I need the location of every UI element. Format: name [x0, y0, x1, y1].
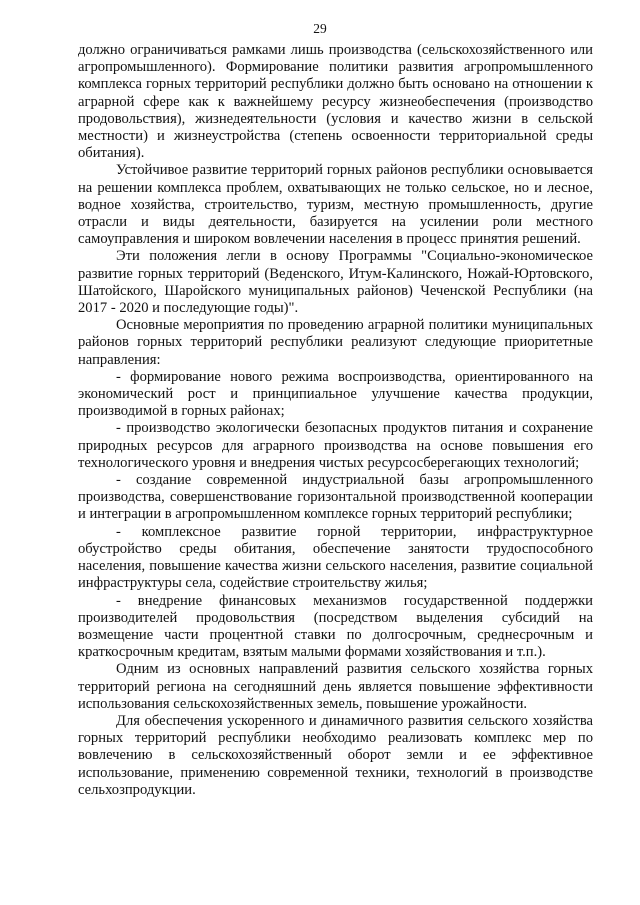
paragraph-5: Одним из основных направлений развития сельского хозяйства горных территорий региона на сегодняшний день является повышение эффективности использования сельскохозяйственных земель, повышение урожайности.	[78, 661, 593, 712]
document-body	[78, 42, 593, 799]
page-number: 29	[313, 21, 327, 36]
list-item-1: - формирование нового режима воспроизводства, ориентированного на экономический рост и принципиальное улучшение качества продукции, производимой в горных районах;	[78, 368, 593, 420]
paragraph-4: Основные мероприятия по проведению аграрной политики муниципальных районов горных территорий республики реализуют следующие приоритетные направления:	[78, 317, 593, 368]
list-item-2: - производство экологически безопасных продуктов питания и сохранение природных ресурсов для аграрного производства на основе повышения его технологического уровня и внедрения чистых ресурсосберегающих технологий;	[78, 420, 593, 471]
paragraph-6: Для обеспечения ускоренного и динамичного развития сельского хозяйства горных территорий республики необходимо реализовать комплекс мер по вовлечению в сельскохозяйственный оборот земли и ее эффективное использование, применению современной техники, технологий в производстве сельхозпродукции.	[78, 712, 593, 798]
list-item-4: - комплексное развитие горной территории, инфраструктурное обустройство среды обитания, обеспечение занятости трудоспособного населения, повышение качества жизни сельского населения, развитие социальной инфраструктуры села, содействие строительству жилья;	[78, 523, 593, 592]
paragraph-1: должно ограничиваться рамками лишь производства (сельскохозяйственного или агропромышленного). Формирование политики развития агропромышленного комплекса горных территорий республики должно быть основано на отношении к аграрной сфере как к важнейшему ресурсу жизнеобеспечения (производство продовольствия), жизнедеятельности (условия и качество жизни в сельской местности) и жизнеустройства (степень освоенности территориальной среды обитания).	[78, 42, 593, 162]
list-item-3: - создание современной индустриальной базы агропромышленного производства, совершенствование горизонтальной производственной кооперации и интеграции в агропромышленном комплексе горных территорий республики;	[78, 472, 593, 523]
list-item-5: - внедрение финансовых механизмов государственной поддержки производителей продовольствия (посредством выделения субсидий на возмещение части процентной ставки по долгосрочным, среднесрочным и краткосрочным кредитам, взятым малыми формами хозяйствования и т.п.).	[78, 592, 593, 661]
paragraph-3: Эти положения легли в основу Программы "Социально-экономическое развитие горных территорий (Веденского, Итум-Калинского, Ножай-Юртовского, Шатойского, Шаройского муниципальных районов) Чеченской Республики (на 2017 - 2020 и последующие годы)".	[78, 248, 593, 317]
paragraph-2: Устойчивое развитие территорий горных районов республики основывается на решении комплекса проблем, охватывающих не только сельское, но и лесное, водное хозяйства, строительство, туризм, местную промышленность, другие отрасли и виды деятельности, базируется на усилении роли местного самоуправления и широком вовлечении населения в процесс принятия решений.	[78, 162, 593, 248]
